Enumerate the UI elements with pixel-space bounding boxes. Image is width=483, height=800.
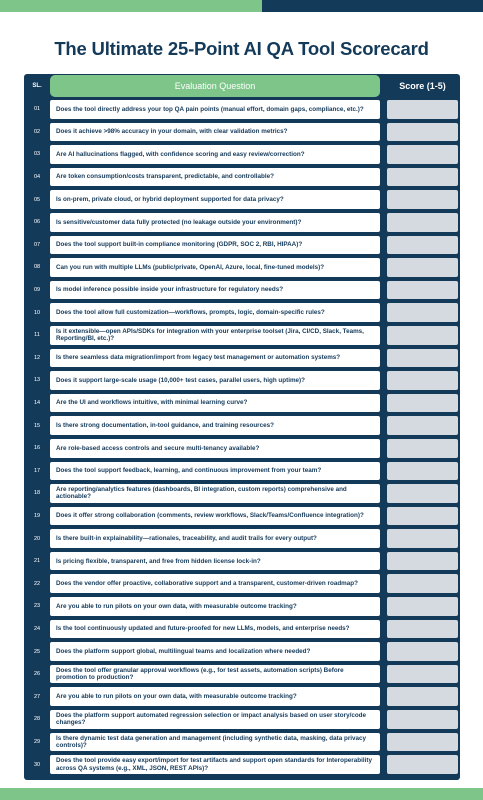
row-number: 11 (34, 332, 40, 339)
table-row (24, 279, 460, 302)
score-cell[interactable] (387, 597, 458, 616)
row-number: 23 (33, 603, 41, 610)
table-row (24, 595, 460, 618)
score-cell[interactable] (387, 529, 458, 548)
table-row (24, 234, 460, 257)
score-cell[interactable] (387, 145, 458, 164)
bottom-accent-bar (0, 788, 483, 800)
row-number: 20 (33, 535, 41, 542)
score-cell[interactable] (387, 190, 458, 209)
table-row (24, 731, 460, 754)
score-cell[interactable] (387, 123, 458, 142)
score-cell[interactable] (387, 416, 458, 435)
row-number: 18 (33, 490, 41, 497)
table-row (24, 369, 460, 392)
score-cell[interactable] (387, 213, 458, 232)
score-cell[interactable] (387, 484, 458, 503)
row-number: 09 (33, 287, 41, 294)
row-number: 25 (33, 648, 41, 655)
score-cell[interactable] (387, 281, 458, 300)
score-cell[interactable] (387, 665, 458, 684)
evaluation-question: Are AI hallucinations flagged, with confidence scoring and easy review/correction? (50, 145, 380, 164)
table-row (24, 143, 460, 166)
score-cell[interactable] (387, 574, 458, 593)
evaluation-question: Is there seamless data migration/import from legacy test management or automation systems? (50, 349, 380, 368)
score-cell[interactable] (387, 258, 458, 277)
table-row (24, 121, 460, 144)
score-cell[interactable] (387, 620, 458, 639)
table-row (24, 347, 460, 370)
evaluation-question: Is there dynamic test data generation and management (including synthetic data, masking, data privacy controls)? (50, 733, 380, 752)
score-cell[interactable] (387, 371, 458, 390)
evaluation-question: Is pricing flexible, transparent, and free from hidden license lock-in? (50, 552, 380, 571)
row-number: 19 (33, 512, 41, 519)
row-number: 12 (33, 354, 41, 361)
page-title: The Ultimate 25-Point AI QA Tool Scorecard (54, 38, 429, 59)
header-sl: SL. (32, 83, 42, 89)
table-row (24, 527, 460, 550)
evaluation-question: Does the tool allow full customization—workflows, prompts, logic, domain-specific rules? (50, 303, 380, 322)
score-cell[interactable] (387, 642, 458, 661)
row-number: 02 (33, 128, 41, 135)
row-number: 15 (33, 422, 41, 429)
row-number: 28 (33, 716, 41, 723)
row-number: 07 (33, 241, 41, 248)
score-cell[interactable] (387, 755, 458, 774)
table-row (24, 663, 460, 686)
row-number: 30 (33, 761, 41, 768)
table-row (24, 753, 460, 776)
evaluation-question: Does the vendor offer proactive, collaborative support and a transparent, customer-driven roadmap? (50, 574, 380, 593)
evaluation-question: Are you able to run pilots on your own data, with measurable outcome tracking? (50, 687, 380, 706)
row-number: 05 (33, 196, 41, 203)
evaluation-question: Is it extensible—open APIs/SDKs for integration with your enterprise toolset (Jira, CI/CD, Slack, Teams, Reporting/BI, etc.)? (50, 326, 380, 345)
table-row (24, 211, 460, 234)
score-cell[interactable] (387, 236, 458, 255)
row-number: 24 (33, 625, 41, 632)
evaluation-question: Are token consumption/costs transparent, predictable, and controllable? (50, 168, 380, 187)
evaluation-question: Does it support large-scale usage (10,000+ test cases, parallel users, high uptime)? (50, 371, 380, 390)
evaluation-question: Are the UI and workflows intuitive, with minimal learning curve? (50, 394, 380, 413)
table-row (24, 460, 460, 483)
table-row (24, 550, 460, 573)
score-cell[interactable] (387, 349, 458, 368)
table-row (24, 414, 460, 437)
row-number: 10 (33, 309, 41, 316)
evaluation-question: Can you run with multiple LLMs (public/private, OpenAI, Azure, local, fine-tuned models)? (50, 258, 380, 277)
evaluation-question: Does it achieve >98% accuracy in your domain, with clear validation metrics? (50, 123, 380, 142)
table-row (24, 437, 460, 460)
score-cell[interactable] (387, 462, 458, 481)
evaluation-question: Is on-prem, private cloud, or hybrid deployment supported for data privacy? (50, 190, 380, 209)
header-question: Evaluation Question (50, 75, 380, 97)
evaluation-question: Is there strong documentation, in-tool guidance, and training resources? (50, 416, 380, 435)
score-cell[interactable] (387, 439, 458, 458)
row-number: 03 (33, 151, 41, 158)
score-cell[interactable] (387, 710, 458, 729)
row-number: 14 (33, 400, 41, 407)
evaluation-question: Does the tool offer granular approval workflows (e.g., for test assets, automation scripts) Before promotion to production? (50, 665, 380, 684)
evaluation-question: Are role-based access controls and secure multi-tenancy available? (50, 439, 380, 458)
evaluation-question: Does the tool provide easy export/import for test artifacts and support open standards for Interoperability across QA systems (e.g., XML, JSON, REST APIs)? (50, 755, 380, 774)
score-cell[interactable] (387, 100, 458, 119)
evaluation-question: Does the tool support built-in compliance monitoring (GDPR, SOC 2, RBI, HIPAA)? (50, 236, 380, 255)
evaluation-question: Is sensitive/customer data fully protected (no leakage outside your environment)? (50, 213, 380, 232)
table-row (24, 324, 460, 347)
table-row (24, 392, 460, 415)
table-row (24, 572, 460, 595)
evaluation-question: Is the tool continuously updated and future-proofed for new LLMs, models, and enterprise needs? (50, 620, 380, 639)
row-number: 01 (33, 106, 41, 113)
top-accent-green (0, 0, 262, 12)
score-cell[interactable] (387, 326, 458, 345)
evaluation-question: Does the tool directly address your top QA pain points (manual effort, domain gaps, compliance, etc.)? (50, 100, 380, 119)
header-score: Score (1-5) (399, 81, 446, 91)
row-number: 04 (33, 174, 41, 181)
row-number: 17 (33, 467, 41, 474)
table-row (24, 618, 460, 641)
evaluation-question: Is model inference possible inside your infrastructure for regulatory needs? (50, 281, 380, 300)
score-cell[interactable] (387, 687, 458, 706)
score-cell[interactable] (387, 303, 458, 322)
row-number: 29 (33, 738, 41, 745)
table-row (24, 301, 460, 324)
score-cell[interactable] (387, 168, 458, 187)
evaluation-question: Are reporting/analytics features (dashboards, BI integration, custom reports) comprehensive and actionable? (50, 484, 380, 503)
evaluation-question: Is there built-in explainability—rationales, traceability, and audit trails for every output? (50, 529, 380, 548)
row-number: 21 (33, 558, 41, 565)
score-cell[interactable] (387, 507, 458, 526)
evaluation-question: Does the platform support automated regression selection or impact analysis based on user story/code changes? (50, 710, 380, 729)
row-number: 16 (33, 445, 41, 452)
row-number: 13 (33, 377, 41, 384)
table-row (24, 98, 460, 121)
row-number: 08 (33, 264, 41, 271)
table-row (24, 505, 460, 528)
table-row (24, 685, 460, 708)
top-accent-bar (0, 0, 483, 12)
evaluation-question: Does the tool support feedback, learning, and continuous improvement from your team? (50, 462, 380, 481)
table-row (24, 166, 460, 189)
row-number: 22 (33, 580, 41, 587)
table-row (24, 708, 460, 731)
score-cell[interactable] (387, 733, 458, 752)
row-number: 06 (33, 219, 41, 226)
evaluation-question: Does the platform support global, multilingual teams and localization where needed? (50, 642, 380, 661)
top-accent-navy (262, 0, 483, 12)
row-number: 27 (33, 693, 41, 700)
row-number: 26 (33, 671, 41, 678)
evaluation-question: Does it offer strong collaboration (comments, review workflows, Slack/Teams/Confluence integration)? (50, 507, 380, 526)
score-cell[interactable] (387, 552, 458, 571)
table-row (24, 640, 460, 663)
score-cell[interactable] (387, 394, 458, 413)
table-row (24, 188, 460, 211)
table-row (24, 256, 460, 279)
evaluation-question: Are you able to run pilots on your own data, with measurable outcome tracking? (50, 597, 380, 616)
scorecard-rows (24, 98, 460, 776)
table-row (24, 482, 460, 505)
